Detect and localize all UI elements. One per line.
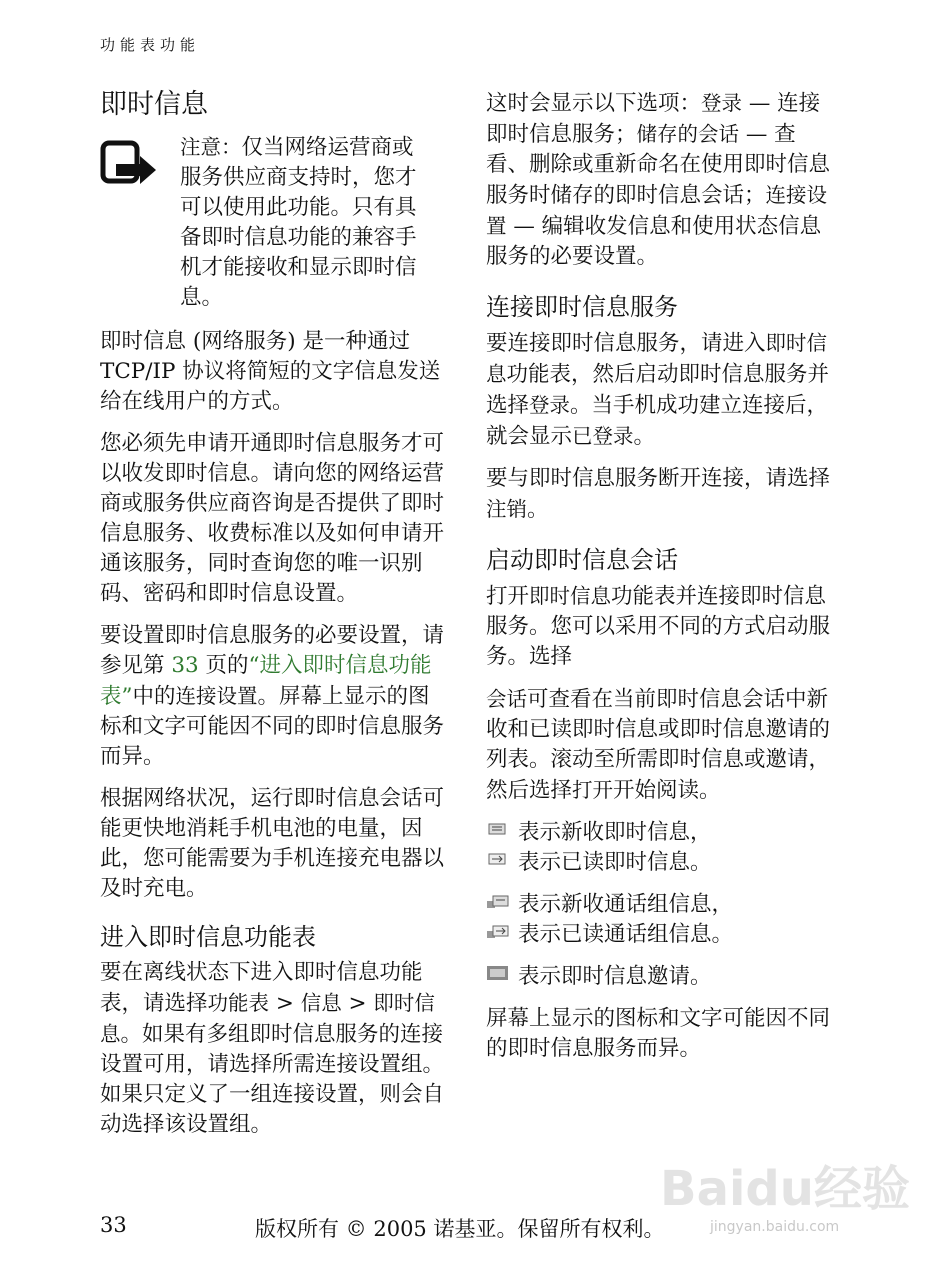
icon-legend-row [486,920,830,950]
text-run: 这时会显示以下选项： [486,91,702,116]
icon-legend-text: 表示新收通话组信息， [518,892,734,917]
text-run: 可查看在当前即时信息会话中新收和已读即时信息或即时信息邀请的列表。滚动至所需即时信息或邀请，然后选择 [486,687,831,803]
text-run: 功能表并连接即时信息服务。您可以采用不同的方式启动服务。选择 [486,584,831,669]
icon-legend-row [486,848,830,878]
menu-term: 已登录 [572,424,634,448]
text-run: > [269,991,301,1016]
text-run: 您必须先申请开通即时信息服务才可以收发即时信息。请向您的网络运营商或服务供应商咨询是否提供了即时信息服务、收费标准以及如何申请开通该服务，同时查询您的唯一识别码、密码和即时信息设置。 [100,431,445,606]
menu-term: 即时信息 [100,991,435,1046]
icon-legend-text: 表示新收即时信息， [518,820,712,845]
paragraph [100,784,444,904]
paragraph [486,464,830,525]
page-title: 即时信息 [100,89,208,120]
paragraph [486,88,830,272]
icon-legend-text: 表示已读即时信息。 [518,850,712,875]
text-run: > [341,991,374,1016]
text-run: 打开 [486,584,530,609]
read-message-icon [486,848,510,878]
page-number: 33 [100,1213,127,1237]
icon-legend-row [486,818,830,848]
menu-term: 信息 [300,991,342,1015]
menu-term: 即时信息 [529,584,612,608]
note-text [180,132,430,313]
watermark-url: jingyan.baidu.com [710,1219,840,1235]
text-run: 要与即时信息服务断开连接，请选择 [486,466,831,491]
menu-term: 登录 [529,393,571,417]
cross-reference-link[interactable]: “进入即时信息功能表” [100,653,432,709]
text-run: 。当手机成功建立连接后，就会显示 [486,393,829,449]
text-run: 根据网络状况，运行即时信息会话可能更快地消耗手机电池的电量，因此，您可能需要为手机连接充电器以及时充电。 [100,786,445,901]
text-run: — 编辑收发信息和使用状态信息服务的必要设置。 [486,214,822,269]
running-head: 功能表功能 [100,36,201,54]
icon-legend-text: 表示已读通话组信息。 [518,922,734,947]
paragraph [486,684,830,806]
text-run: 。屏幕上显示的图标和文字可能因不同的即时信息服务而异。 [100,684,445,769]
section-heading: 启动即时信息会话 [486,546,678,574]
text-run: 。如果有多组即时信息服务的连接设置可用，请选择所需连接设置组。如果只定义了一组连接设置，则会自动选择该设置组。 [100,1022,445,1137]
text-run: 要连接即时信息服务，请进入 [486,331,766,356]
text-run: 开始阅读。 [613,778,721,803]
cross-reference-link[interactable]: 33 [171,653,199,678]
menu-term: 即时信息 [486,331,828,386]
note-box [100,132,444,313]
icon-legend-row [486,890,830,920]
left-column [100,88,444,1152]
icon-legend-text: 表示即时信息邀请。 [518,964,712,989]
new-message-icon [486,818,510,848]
read-group-message-icon [486,920,510,950]
menu-term: 连接设置 [175,684,258,708]
menu-term: 登录 [701,91,743,115]
menu-term: 连接设置 [486,183,828,238]
menu-term: 储存的会话 [636,122,740,146]
menu-term: 注意： [180,135,242,159]
paragraph [100,327,444,417]
paragraph: 屏幕上显示的图标和文字可能因不同的即时信息服务而异。 [486,1006,831,1061]
invitation-icon [486,962,510,992]
text-run: — 连接即时信息服务； [486,91,821,147]
copyright: 版权所有 © 2005 诺基亚。保留所有权利。 [255,1217,665,1241]
text-run: 即时信息 (网络服务) 是一种通过 TCP/IP 协议将简短的文字信息发送给在线用户的方式。 [100,329,441,414]
watermark-logo: Baidu经验 [660,1161,910,1217]
text-run: 页的 [198,653,249,678]
menu-term: 会话 [486,687,527,711]
paragraph [486,328,830,452]
baidu-watermark [660,1150,910,1235]
text-run: — 查看、删除或重新命名在使用即时信息服务时储存的即时信息会话； [486,122,831,208]
text-run: 中的 [132,684,176,709]
paragraph [100,958,444,1140]
menu-term: 注销 [486,497,527,521]
text-run: 要在离线状态下进入即时信息功能表，请选择 [100,960,423,1016]
paragraph [486,581,830,672]
text-run: 仅当网络运营商或服务供应商支持时，您才可以使用此功能。只有具备即时信息功能的兼容手机才能接收和显示即时信息。 [180,135,417,310]
paragraph [100,621,444,772]
text-run: 功能表，然后启动即时信息服务并选择 [486,362,830,418]
icon-legend-row [486,962,830,992]
menu-term: 打开 [572,778,614,802]
paragraph [100,429,444,609]
section-heading: 进入即时信息功能表 [100,923,316,951]
note-hand-icon [100,140,158,313]
new-group-message-icon [486,890,510,920]
section-heading: 连接即时信息服务 [486,293,678,321]
menu-term: 功能表 [207,991,270,1015]
text-run: 。 [633,424,656,449]
text-run: 要设置即时信息服务的必要设置，请参见第 [100,623,445,678]
text-run: 。 [527,497,549,522]
right-column [486,88,830,1076]
